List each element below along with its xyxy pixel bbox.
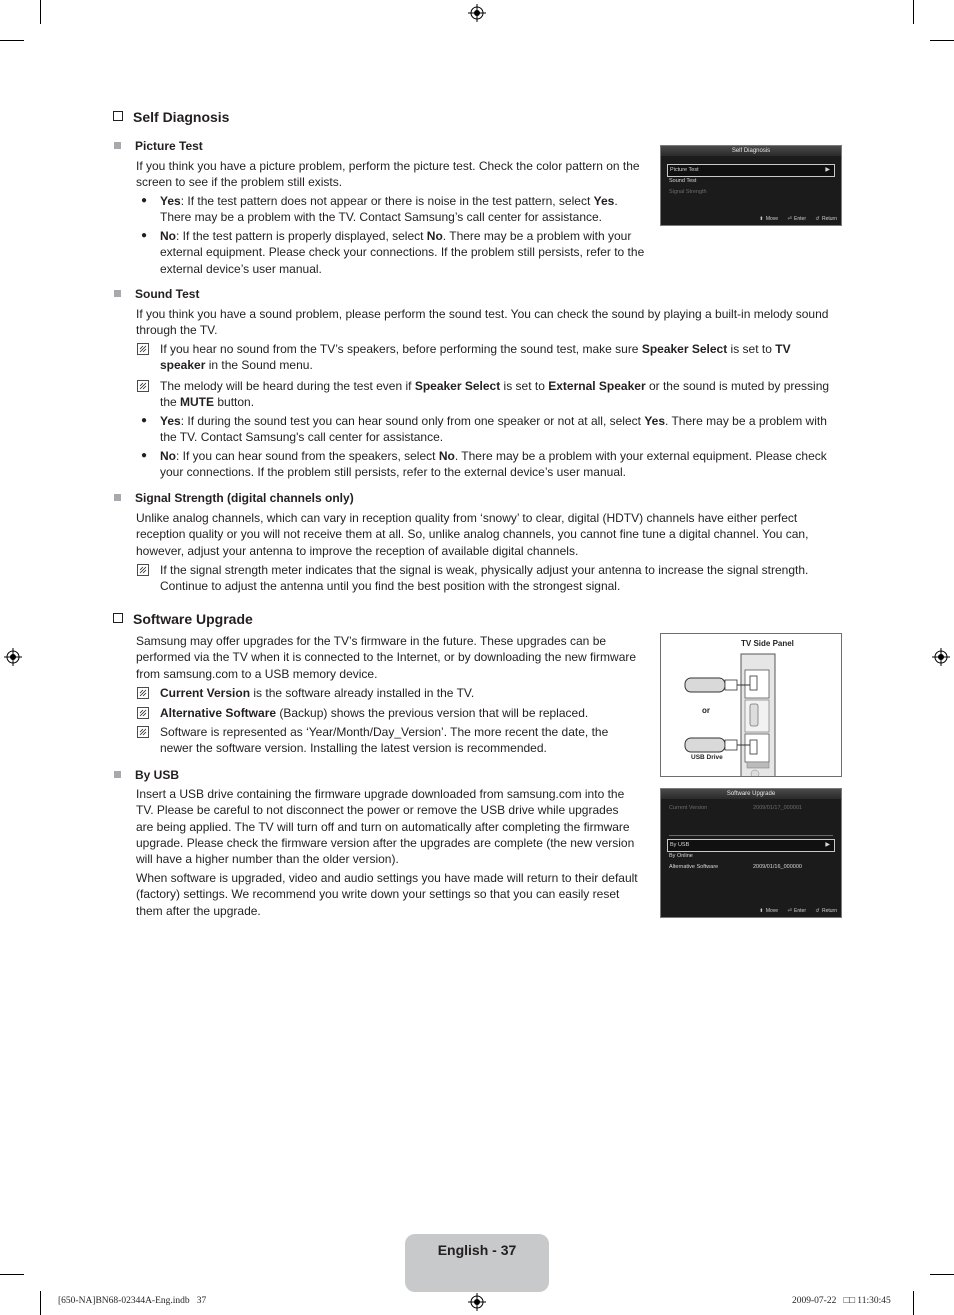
move-icon: ⬍ [759,216,764,222]
registration-mark-icon [932,648,950,666]
sound-test-note-1: If you hear no sound from the TV’s speakers, before performing the sound test, make sure Speaker Select is set to TV speaker in the Sound menu. [160,341,850,374]
tv-side-panel-illustration [661,634,841,776]
bullet-icon: ● [140,195,148,206]
enter-icon: ⏎ [787,908,792,914]
signal-strength-note: If the signal strength meter indicates that the signal is weak, physically adjust your antenna to increase the signal strength. Continue to adjust the antenna until you find the best position with the strongest signal. [160,562,850,595]
picture-test-no-item: ● No: If the test pattern is properly displayed, select No. There may be a problem with your external equipment. Please check your connections. If the problem still persists, refer to the external device’s user manual. [160,228,660,277]
return-icon: ↺ [815,216,820,222]
bullet-icon: ● [140,450,148,461]
osd-alternative-software-row[interactable]: Alternative Software 2009/01/16_000000 [669,864,802,870]
subsection-title-picture-test: Picture Test [114,139,203,153]
section-title-self-diagnosis: Self Diagnosis [113,109,229,125]
file-info: [650-NA]BN68-02344A-Eng.indb 37 [58,1296,207,1306]
tv-side-panel-figure [660,633,842,777]
osd-current-version-row: Current Version 2009/01/17_000001 [669,805,802,811]
osd-footer: ⬍ Move ⏎ Enter ↺ Return [759,216,837,222]
by-usb-paragraph-1: Insert a USB drive containing the firmware upgrade downloaded from samsung.com into the TV. Please be careful to not disconnect the power or remove the USB drive while upgrades are being applied. The TV will turn off and turn on automatically after completing the firmware upgrade. Please check the firmware version after the upgrades are complete (the new version will have a higher number than the older version). [136,787,635,867]
osd-menu-item-by-usb[interactable]: By USB ▶ [667,839,835,852]
note-icon [137,726,149,738]
subsection-title-sound-test: Sound Test [114,287,199,301]
move-icon: ⬍ [759,908,764,914]
print-timestamp: 2009-07-22 □□ 11:30:45 [792,1296,891,1306]
software-upgrade-note-2: Alternative Software (Backup) shows the previous version that will be replaced. [160,705,650,721]
software-upgrade-note-1: Current Version is the software already installed in the TV. [160,685,650,701]
return-icon: ↺ [815,908,820,914]
osd-footer: ⬍ Move ⏎ Enter ↺ Return [759,908,837,914]
note-icon [137,343,149,355]
picture-test-yes-item: ● Yes: If the test pattern does not appear or there is noise in the test pattern, select Yes. There may be a problem with the TV. Contact Samsung’s call center for assistance. [160,193,660,226]
osd-title: Self Diagnosis [661,146,841,156]
subsection-title-by-usb: By USB [114,768,179,782]
sound-test-intro: If you think you have a sound problem, please perform the sound test. You can check the sound by playing a built-in melody sound through the TV. [136,307,829,338]
note-icon [137,687,149,699]
usb-drive-label: USB Drive [691,754,723,761]
registration-mark-icon [4,648,22,666]
osd-menu-item-signal-strength[interactable]: Signal Strength [669,189,707,195]
note-icon [137,380,149,392]
crop-mark [0,1274,24,1275]
arrow-right-icon: ▶ [825,167,830,173]
osd-menu-item-sound-test[interactable]: Sound Test [669,178,697,184]
osd-divider [669,835,833,836]
sound-test-no-item: ● No: If you can hear sound from the speakers, select No. There may be a problem with your external equipment. Please check your connections. If the problem still persists, refer to the external device’s user manual. [160,448,850,481]
registration-mark-icon [468,1293,486,1311]
osd-menu-item-picture-test[interactable]: Picture Test ▶ [667,164,835,177]
registration-mark-icon [468,4,486,22]
enter-icon: ⏎ [787,216,792,222]
arrow-right-icon: ▶ [825,842,830,848]
or-label: or [702,706,710,715]
square-bullet-icon [114,142,121,149]
osd-title: Software Upgrade [661,789,841,799]
crop-mark [40,0,41,24]
software-upgrade-intro: Samsung may offer upgrades for the TV’s firmware in the future. These upgrades can be performed via the TV when it is connected to the Internet, or by downloading the new firmware from samsung.com to a USB memory device. [136,634,637,681]
note-icon [137,564,149,576]
sound-test-note-2: The melody will be heard during the test even if Speaker Select is set to External Speaker or the sound is muted by pressing the MUTE button. [160,378,850,411]
page-number: English - 37 [437,1242,517,1258]
square-bullet-icon [114,290,121,297]
crop-mark [913,0,914,24]
square-bullet-icon [114,771,121,778]
picture-test-intro: If you think you have a picture problem, perform the picture test. Check the color pattern on the screen to see if the problem still exists. [136,159,640,190]
crop-mark [930,1274,954,1275]
signal-strength-paragraph: Unlike analog channels, which can vary in reception quality from ‘snowy’ to clear, digital (HDTV) channels have either perfect reception quality or you will not receive them at all. So, unlike analog channels, you cannot fine tune a digital channel. You can, however, adjust your antenna to improve the reception of available digital channels. [136,511,809,558]
bullet-icon: ● [140,230,148,241]
software-upgrade-note-3: Software is represented as ‘Year/Month/Day_Version’. The more recent the date, the newer the software version. Installing the latest version is recommended. [160,724,650,757]
crop-mark [40,1291,41,1315]
page-number-tab [405,1234,549,1292]
crop-mark [930,40,954,41]
osd-menu-item-by-online[interactable]: By Online [669,853,693,859]
crop-mark [913,1291,914,1315]
checkbox-icon [113,613,123,623]
checkbox-icon [113,111,123,121]
osd-self-diagnosis-screen [660,145,842,226]
bullet-icon: ● [140,415,148,426]
osd-software-upgrade-screen [660,788,842,918]
note-icon [137,707,149,719]
subsection-title-signal-strength: Signal Strength (digital channels only) [114,491,354,505]
square-bullet-icon [114,494,121,501]
crop-mark [0,40,24,41]
by-usb-paragraph-2: When software is upgraded, video and audio settings you have made will return to their default (factory) settings. We recommend you write down your settings so that you can easily reset them after the upgrade. [136,871,638,918]
figure-title: TV Side Panel [741,639,794,648]
sound-test-yes-item: ● Yes: If during the sound test you can hear sound only from one speaker or not at all, select Yes. There may be a problem with the TV. Contact Samsung's call center for assistance. [160,413,850,446]
section-title-software-upgrade: Software Upgrade [113,611,253,627]
